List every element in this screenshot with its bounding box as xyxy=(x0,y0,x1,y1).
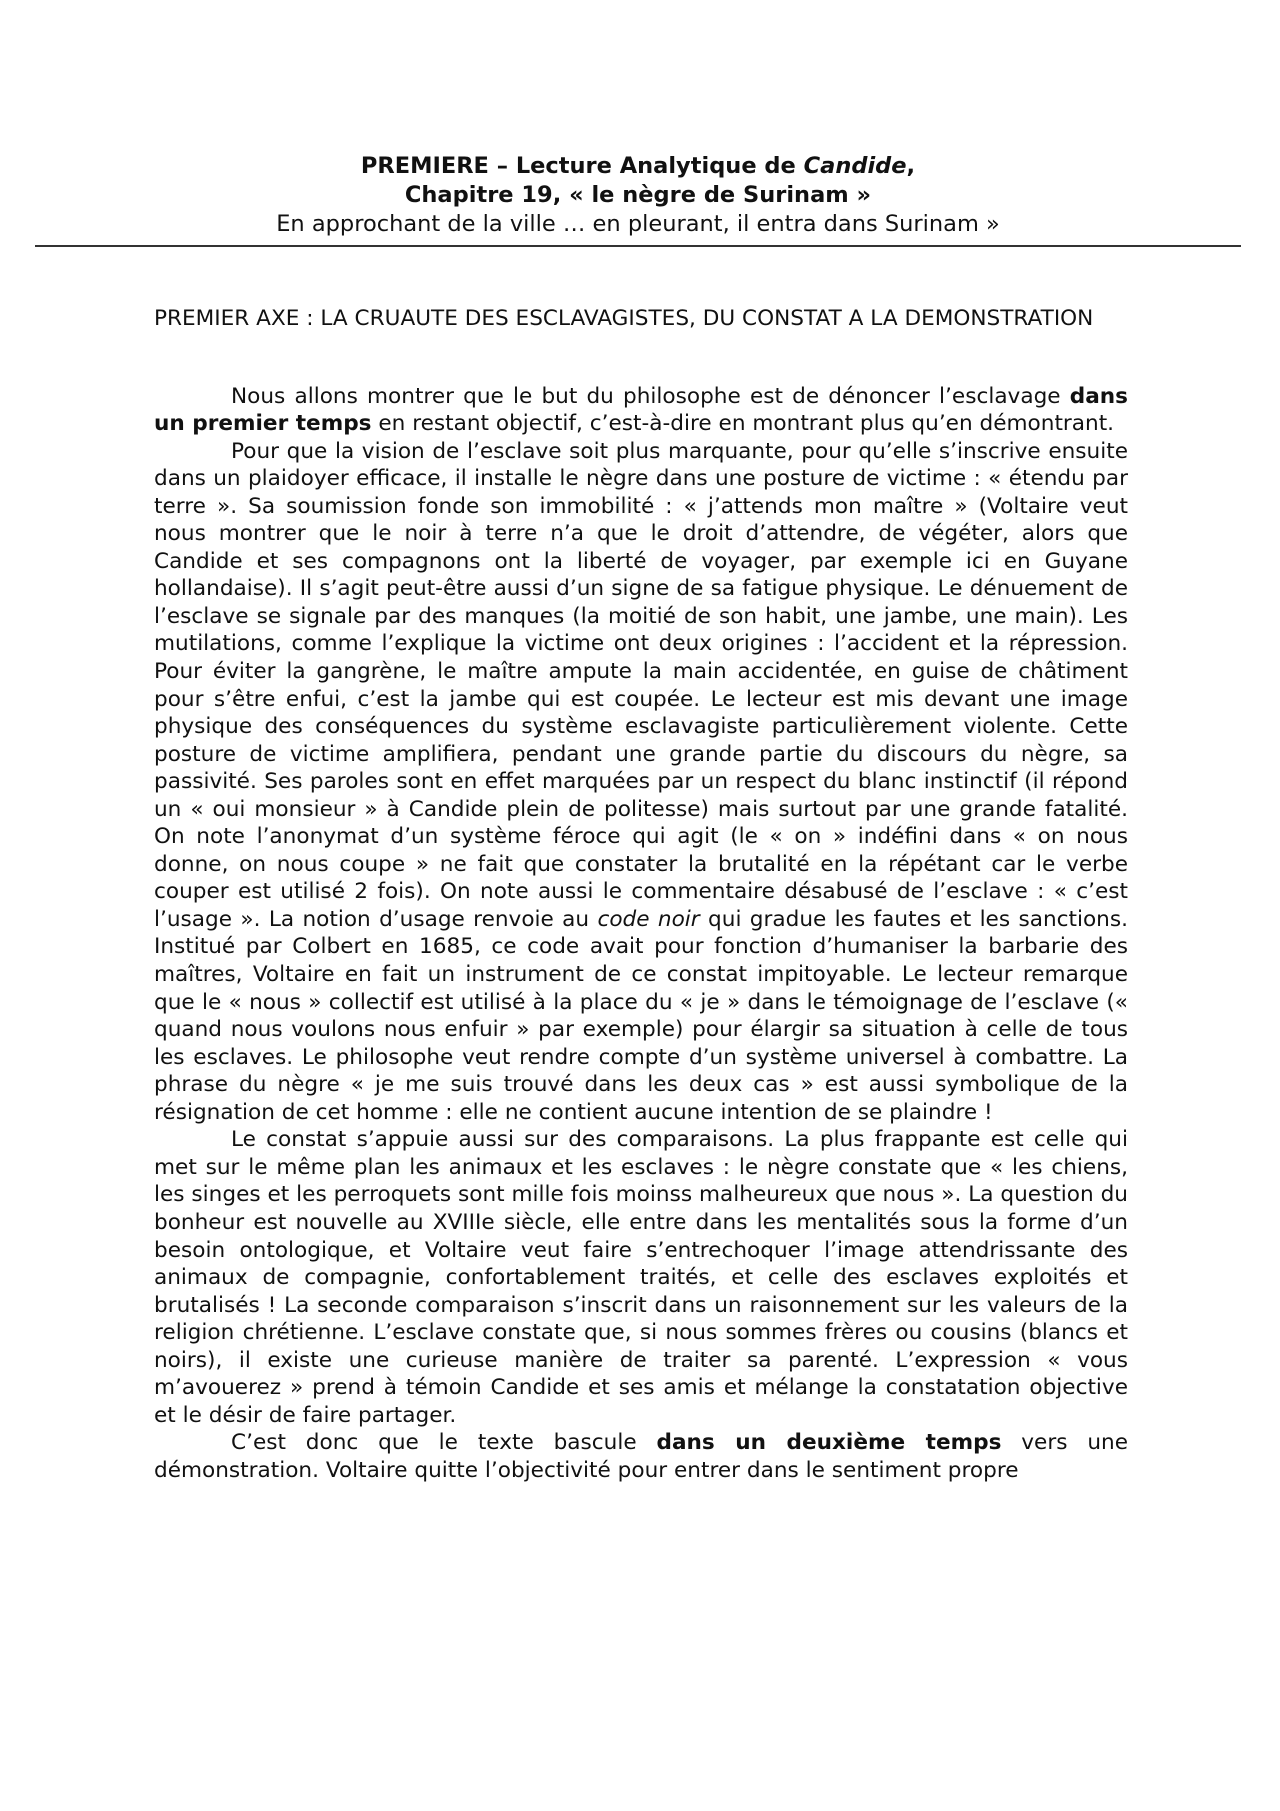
paragraph-4-text-a: C’est donc que le texte bascule xyxy=(231,1430,657,1456)
header-divider xyxy=(35,245,1241,247)
paragraph-3-text: Le constat s’appuie aussi sur des comparaisons. La plus frappante est celle qui met sur le même plan les animaux et les esclaves : le nègre constate que « les chiens, les singes et les perroquets sont mille fois moinss malheureux que nous ». La question du bonheur est nouvelle au XVIIIe siècle, elle entre dans les mentalités sous la forme d’un besoin ontologique, et Voltaire veut faire s’entrechoquer l’image attendrissante des animaux de compagnie, confortablement traités, et celle des esclaves exploités et brutalisés ! La seconde comparaison s’inscrit dans un raisonnement sur les valeurs de la religion chrétienne. L’esclave constate que, si nous sommes frères ou cousins (blancs et noirs), il existe une curieuse manière de traiter sa parenté. L’expression « vous m’avouerez » prend à témoin Candide et ses amis et mélange la constatation objective et le désir de faire partager. xyxy=(154,1127,1128,1428)
title-work-name: Candide xyxy=(803,153,907,179)
document-subtitle: En approchant de la ville … en pleurant, il entra dans Surinam » xyxy=(276,211,1000,237)
section-heading: PREMIER AXE : LA CRUAUTE DES ESCLAVAGISTES, DU CONSTAT A LA DEMONSTRATION xyxy=(154,306,1094,331)
paragraph-1-emphasis: dans un premier temps xyxy=(154,383,1128,437)
document-title-line-2: Chapitre 19, « le nègre de Surinam » xyxy=(404,182,872,208)
paragraph-4 xyxy=(154,1429,1128,1484)
paragraph-2-text-a: Pour que la vision de l’esclave soit plus marquante, pour qu’elle s’inscrive ensuite dans un plaidoyer efficace, il installe le nègre dans une posture de victime : « étendu par terre ». Sa soumission fonde son immobilité : « j’attends mon maître » (Voltaire veut nous montrer que le noir à terre n’a que le droit d’attendre, de végéter, alors que Candide et ses compagnons ont la liberté de voyager, par exemple ici en Guyane hollandaise). Il s’agit peut-être aussi d’un signe de sa fatigue physique. Le dénuement de l’esclave se signale par des manques (la moitié de son habit, une jambe, une main). Les mutilations, comme l’explique la victime ont deux origines : l’accident et la répression. Pour éviter la gangrène, le maître ampute la main accidentée, en guise de châtiment pour s’être enfui, c’est la jambe qui est coupée. Le lecteur est mis devant une image physique des conséquences du système esclavagiste particulièrement violente. Cette posture de victime amplifiera, pendant une grande partie du discours du nègre, sa passivité. Ses paroles sont en effet marquées par un respect du blanc instinctif (il répond un « oui monsieur » à Candide plein de politesse) mais surtout par une grande fatalité. On note l’anonymat d’un système féroce qui agit (le « on » indéfini dans « on nous donne, on nous coupe » ne fait que constater la brutalité en la répétant car le verbe couper est utilisé 2 fois). On note aussi le commentaire désabusé de l’esclave : « c’est l’usage ». La notion d’usage renvoie au xyxy=(154,438,1128,932)
paragraph-4-text-c: vers une démonstration. Voltaire quitte l’objectivité pour entrer dans le sentiment propre xyxy=(154,1430,1128,1483)
paragraph-2-italic-term: code noir xyxy=(597,906,700,932)
paragraph-1-text-c: en restant objectif, c’est-à-dire en montrant plus qu’en démontrant. xyxy=(371,411,1115,437)
document-body xyxy=(154,305,1128,1484)
paragraph-2-text-c: qui gradue les fautes et les sanctions. Institué par Colbert en 1685, ce code avait pour fonction d’humaniser la barbarie des maîtres, Voltaire en fait un instrument de ce constat impitoyable. Le lecteur remarque que le « nous » collectif est utilisé à la place du « je » dans le témoignage de l’esclave (« quand nous voulons nous enfuir » par exemple) pour élargir sa situation à celle de tous les esclaves. Le philosophe veut rendre compte d’un système universel à combattre. La phrase du nègre « je me suis trouvé dans les deux cas » est aussi symbolique de la résignation de cet homme : elle ne contient aucune intention de se plaindre ! xyxy=(154,906,1128,1125)
paragraph-1-text-a: Nous allons montrer que le but du philosophe est de dénoncer l’esclavage xyxy=(231,383,1070,409)
section-body xyxy=(154,383,1128,1485)
document-title-line-1 xyxy=(35,152,1241,181)
title-prefix: PREMIERE – Lecture Analytique de xyxy=(360,153,804,179)
paragraph-3 xyxy=(154,1126,1128,1429)
document-header xyxy=(35,152,1241,239)
title-suffix: , xyxy=(906,153,916,179)
paragraph-1 xyxy=(154,383,1128,438)
paragraph-2 xyxy=(154,438,1128,1127)
paragraph-4-emphasis: dans un deuxième temps xyxy=(656,1430,1002,1456)
